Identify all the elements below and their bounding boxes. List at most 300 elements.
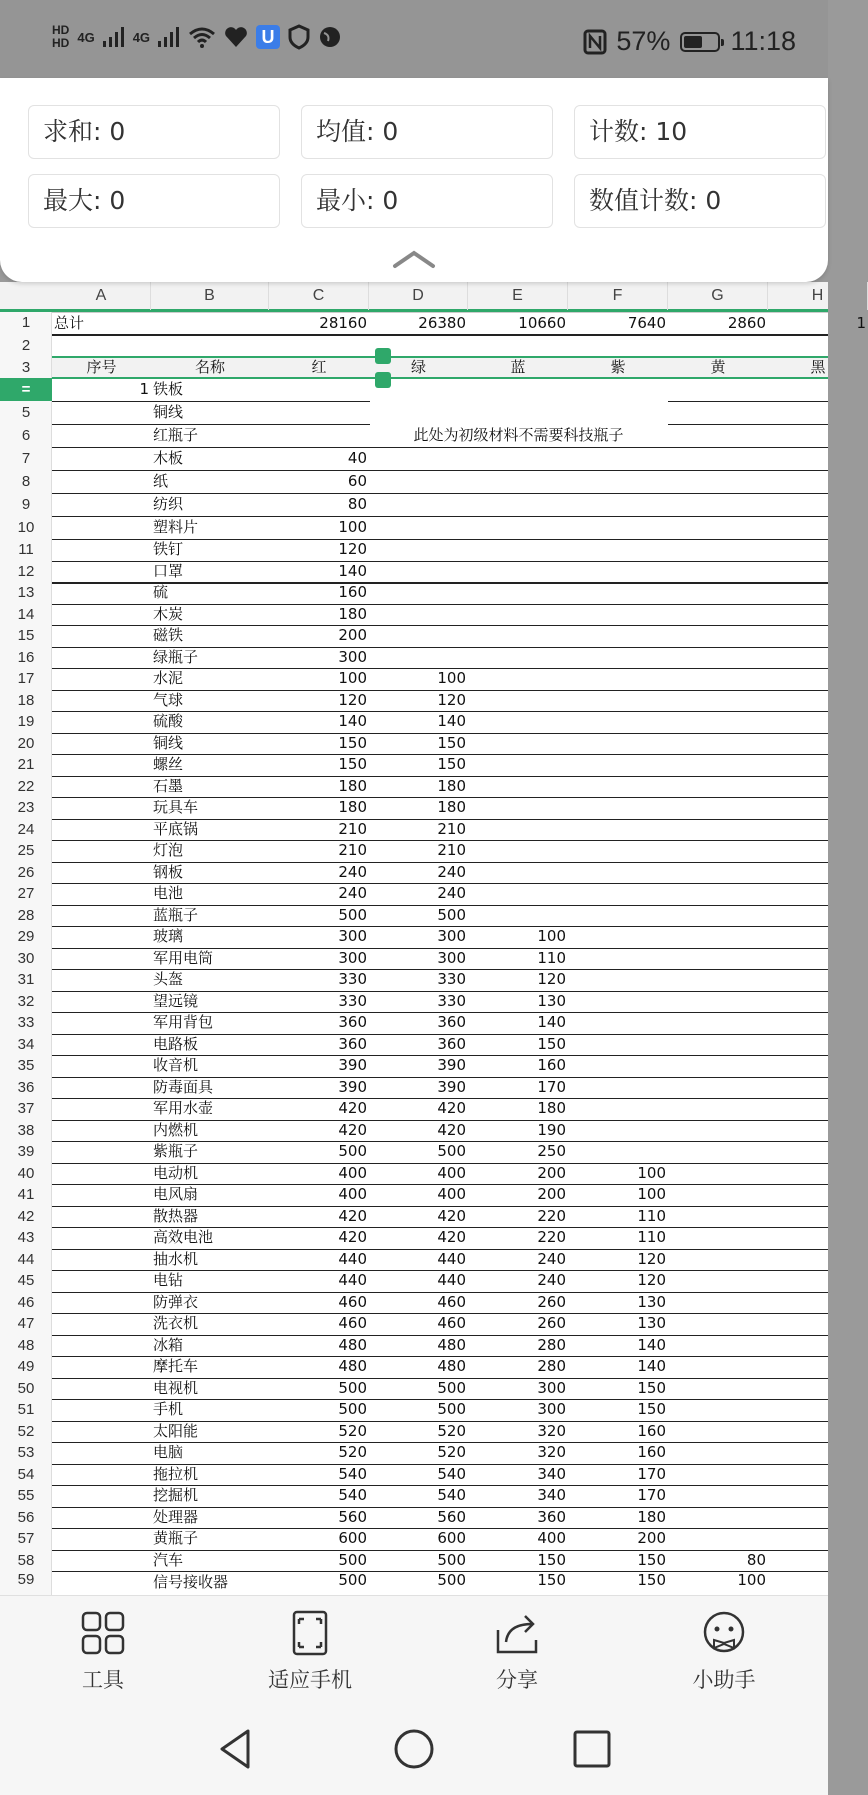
- column-header-e[interactable]: E: [468, 282, 568, 310]
- cell-e56[interactable]: 360: [537, 1507, 566, 1526]
- cell-e50[interactable]: 300: [537, 1378, 566, 1397]
- row-header-18[interactable]: 18: [17, 691, 35, 709]
- cell-d44[interactable]: 440: [437, 1249, 466, 1268]
- cell-b36[interactable]: 防毒面具: [153, 1077, 214, 1096]
- cell-d24[interactable]: 210: [437, 819, 466, 838]
- cell-h3[interactable]: 黑: [810, 358, 826, 376]
- cell-f52[interactable]: 160: [637, 1421, 666, 1440]
- row-header-43[interactable]: 43: [17, 1229, 35, 1246]
- cell-d40[interactable]: 400: [437, 1163, 466, 1182]
- cell-c29[interactable]: 300: [338, 927, 367, 945]
- cell-d34[interactable]: 360: [437, 1034, 466, 1053]
- cell-b42[interactable]: 散热器: [153, 1206, 199, 1225]
- row-header-29[interactable]: 29: [17, 928, 35, 945]
- cell-b13[interactable]: 硫: [153, 583, 169, 601]
- home-icon[interactable]: [392, 1727, 436, 1771]
- cell-d36[interactable]: 390: [437, 1077, 466, 1096]
- row-header-52[interactable]: 52: [17, 1422, 35, 1440]
- cell-b12[interactable]: 口罩: [153, 561, 184, 580]
- row-header-34[interactable]: 34: [17, 1035, 35, 1053]
- cell-b33[interactable]: 军用背包: [153, 1013, 214, 1031]
- cell-d32[interactable]: 330: [437, 991, 466, 1010]
- cell-f49[interactable]: 140: [637, 1357, 666, 1375]
- cell-c13[interactable]: 160: [338, 583, 367, 601]
- tools-button[interactable]: [33, 1610, 173, 1694]
- row-header-33[interactable]: 33: [17, 1014, 35, 1031]
- cell-b58[interactable]: 汽车: [153, 1550, 184, 1569]
- cell-f50[interactable]: 150: [637, 1378, 666, 1397]
- cell-d33[interactable]: 360: [437, 1013, 466, 1031]
- cell-c54[interactable]: 540: [338, 1464, 367, 1483]
- cell-b7[interactable]: 木板: [153, 449, 184, 467]
- cell-f43[interactable]: 110: [637, 1228, 666, 1246]
- cell-b47[interactable]: 洗衣机: [153, 1314, 199, 1332]
- cell-b16[interactable]: 绿瓶子: [153, 647, 199, 666]
- cell-c51[interactable]: 500: [338, 1400, 367, 1418]
- cell-e3[interactable]: 蓝: [510, 358, 526, 376]
- cell-area[interactable]: [52, 312, 866, 1602]
- row-header-41[interactable]: 41: [17, 1186, 35, 1203]
- row-header-17[interactable]: 17: [17, 670, 35, 687]
- row-header-14[interactable]: 14: [17, 605, 35, 623]
- cell-d1[interactable]: 26380: [418, 314, 466, 332]
- row-header-59[interactable]: 59: [17, 1571, 35, 1588]
- cell-d56[interactable]: 560: [437, 1507, 466, 1526]
- cell-c1[interactable]: 28160: [319, 314, 367, 332]
- fit-phone-button[interactable]: [240, 1610, 380, 1694]
- cell-c8[interactable]: 60: [347, 472, 367, 490]
- cell-e35[interactable]: 160: [537, 1056, 566, 1074]
- cell-d43[interactable]: 420: [437, 1228, 466, 1246]
- cell-b3[interactable]: 名称: [194, 358, 225, 376]
- cell-c36[interactable]: 390: [338, 1077, 367, 1096]
- row-header-4[interactable]: =: [0, 378, 52, 401]
- cell-e33[interactable]: 140: [537, 1013, 566, 1031]
- cell-e38[interactable]: 190: [537, 1120, 566, 1139]
- cell-c59[interactable]: 500: [338, 1571, 367, 1589]
- cell-f46[interactable]: 130: [637, 1292, 666, 1311]
- cell-d55[interactable]: 540: [437, 1486, 466, 1504]
- cell-e45[interactable]: 240: [537, 1271, 566, 1289]
- cell-b37[interactable]: 军用水壶: [153, 1099, 214, 1117]
- cell-b32[interactable]: 望远镜: [153, 991, 199, 1010]
- row-header-44[interactable]: 44: [17, 1250, 35, 1268]
- cell-d26[interactable]: 240: [437, 862, 466, 881]
- row-header-21[interactable]: 21: [17, 756, 35, 773]
- cell-c33[interactable]: 360: [338, 1013, 367, 1031]
- cell-c30[interactable]: 300: [338, 948, 367, 967]
- cell-d17[interactable]: 100: [437, 669, 466, 687]
- cell-c11[interactable]: 120: [338, 540, 367, 558]
- row-header-10[interactable]: 10: [17, 519, 35, 536]
- cell-f54[interactable]: 170: [637, 1464, 666, 1483]
- row-header-12[interactable]: 12: [17, 562, 35, 580]
- cell-g1[interactable]: 2860: [727, 314, 766, 332]
- cell-e46[interactable]: 260: [537, 1292, 566, 1311]
- row-header-1[interactable]: 1: [21, 314, 31, 331]
- cell-e37[interactable]: 180: [537, 1099, 566, 1117]
- row-header-49[interactable]: 49: [17, 1358, 35, 1375]
- column-header-a[interactable]: A: [52, 282, 151, 310]
- cell-e32[interactable]: 130: [537, 991, 566, 1010]
- cell-g59[interactable]: 100: [737, 1571, 766, 1589]
- row-header-46[interactable]: 46: [17, 1293, 35, 1311]
- row-header-5[interactable]: 5: [21, 404, 31, 421]
- cell-e39[interactable]: 250: [537, 1142, 566, 1160]
- column-header-f[interactable]: F: [568, 282, 668, 310]
- cell-b39[interactable]: 紫瓶子: [153, 1142, 199, 1160]
- cell-d47[interactable]: 460: [437, 1314, 466, 1332]
- column-header-b[interactable]: B: [151, 282, 269, 310]
- row-header-32[interactable]: 32: [17, 992, 35, 1010]
- cell-b41[interactable]: 电风扇: [153, 1185, 199, 1203]
- cell-b59[interactable]: 信号接收器: [153, 1573, 229, 1591]
- row-header-26[interactable]: 26: [17, 863, 35, 881]
- cell-c32[interactable]: 330: [338, 991, 367, 1010]
- row-header-16[interactable]: 16: [17, 648, 35, 666]
- cell-e36[interactable]: 170: [537, 1077, 566, 1096]
- row-header-11[interactable]: 11: [18, 541, 34, 558]
- cell-d18[interactable]: 120: [437, 690, 466, 709]
- cell-e31[interactable]: 120: [537, 970, 566, 988]
- row-header-55[interactable]: 55: [17, 1487, 35, 1504]
- cell-c56[interactable]: 560: [338, 1507, 367, 1526]
- cell-f1[interactable]: 7640: [627, 314, 666, 332]
- cell-c37[interactable]: 420: [338, 1099, 367, 1117]
- cell-b44[interactable]: 抽水机: [153, 1249, 199, 1268]
- cell-b20[interactable]: 铜线: [153, 733, 184, 752]
- cell-a3[interactable]: 序号: [86, 358, 117, 376]
- cell-a1[interactable]: 总计: [54, 314, 85, 332]
- cell-f58[interactable]: 150: [637, 1550, 666, 1569]
- cell-f47[interactable]: 130: [637, 1314, 666, 1332]
- cell-c49[interactable]: 480: [338, 1357, 367, 1375]
- cell-e30[interactable]: 110: [537, 948, 566, 967]
- selection-handle-top[interactable]: [375, 348, 391, 364]
- cell-c53[interactable]: 520: [338, 1443, 367, 1461]
- row-header-42[interactable]: 42: [17, 1207, 35, 1225]
- cell-d22[interactable]: 180: [437, 776, 466, 795]
- cell-f40[interactable]: 100: [637, 1163, 666, 1182]
- cell-d19[interactable]: 140: [437, 712, 466, 730]
- cell-f48[interactable]: 140: [637, 1335, 666, 1354]
- cell-c3[interactable]: 红: [311, 358, 327, 376]
- cell-c25[interactable]: 210: [338, 841, 367, 859]
- cell-e48[interactable]: 280: [537, 1335, 566, 1354]
- cell-c12[interactable]: 140: [338, 561, 367, 580]
- cell-b23[interactable]: 玩具车: [153, 798, 199, 816]
- cell-c16[interactable]: 300: [338, 647, 367, 666]
- cell-e29[interactable]: 100: [537, 927, 566, 945]
- cell-b30[interactable]: 军用电筒: [153, 948, 214, 967]
- cell-e51[interactable]: 300: [537, 1400, 566, 1418]
- spreadsheet-grid[interactable]: [0, 282, 866, 1595]
- cell-d52[interactable]: 520: [437, 1421, 466, 1440]
- assistant-button[interactable]: [654, 1610, 794, 1694]
- cell-d38[interactable]: 420: [437, 1120, 466, 1139]
- cell-b52[interactable]: 太阳能: [153, 1421, 199, 1440]
- cell-b31[interactable]: 头盔: [153, 970, 184, 988]
- cell-d46[interactable]: 460: [437, 1292, 466, 1311]
- collapse-chevron-icon[interactable]: [392, 248, 436, 270]
- row-header-57[interactable]: 57: [17, 1530, 35, 1547]
- row-header-45[interactable]: 45: [17, 1272, 35, 1289]
- cell-a4[interactable]: 1: [139, 380, 149, 398]
- cell-f45[interactable]: 120: [637, 1271, 666, 1289]
- cell-b38[interactable]: 内燃机: [153, 1120, 199, 1139]
- row-header-50[interactable]: 50: [17, 1379, 35, 1397]
- row-header-37[interactable]: 37: [17, 1100, 35, 1117]
- cell-c42[interactable]: 420: [338, 1206, 367, 1225]
- cell-c45[interactable]: 440: [338, 1271, 367, 1289]
- cell-c46[interactable]: 460: [338, 1292, 367, 1311]
- cell-e41[interactable]: 200: [537, 1185, 566, 1203]
- cell-d20[interactable]: 150: [437, 733, 466, 752]
- row-header-23[interactable]: 23: [17, 799, 35, 816]
- cell-c23[interactable]: 180: [338, 798, 367, 816]
- back-icon[interactable]: [214, 1727, 258, 1771]
- cell-c26[interactable]: 240: [338, 862, 367, 881]
- column-header-g[interactable]: G: [668, 282, 768, 310]
- cell-f55[interactable]: 170: [637, 1486, 666, 1504]
- cell-c21[interactable]: 150: [338, 755, 367, 773]
- row-header-47[interactable]: 47: [17, 1315, 35, 1332]
- cell-c28[interactable]: 500: [338, 905, 367, 924]
- cell-b25[interactable]: 灯泡: [153, 841, 184, 859]
- cell-c55[interactable]: 540: [338, 1486, 367, 1504]
- row-header-28[interactable]: 28: [17, 906, 35, 924]
- cell-e43[interactable]: 220: [537, 1228, 566, 1246]
- cell-c20[interactable]: 150: [338, 733, 367, 752]
- row-header-30[interactable]: 30: [17, 949, 35, 967]
- cell-d48[interactable]: 480: [437, 1335, 466, 1354]
- cell-c41[interactable]: 400: [338, 1185, 367, 1203]
- cell-d3[interactable]: 绿: [410, 358, 426, 376]
- row-header-56[interactable]: 56: [17, 1508, 35, 1526]
- cell-c44[interactable]: 440: [338, 1249, 367, 1268]
- cell-c39[interactable]: 500: [338, 1142, 367, 1160]
- cell-b19[interactable]: 硫酸: [153, 712, 184, 730]
- cell-b21[interactable]: 螺丝: [153, 755, 184, 773]
- cell-d58[interactable]: 500: [437, 1550, 466, 1569]
- row-header-19[interactable]: 19: [17, 713, 35, 730]
- row-header-51[interactable]: 51: [17, 1401, 35, 1418]
- cell-d39[interactable]: 500: [437, 1142, 466, 1160]
- share-button[interactable]: [447, 1610, 587, 1694]
- row-header-22[interactable]: 22: [17, 777, 35, 795]
- cell-b26[interactable]: 钢板: [153, 862, 184, 881]
- cell-d35[interactable]: 390: [437, 1056, 466, 1074]
- cell-d49[interactable]: 480: [437, 1357, 466, 1375]
- cell-b18[interactable]: 气球: [153, 690, 184, 709]
- row-header-24[interactable]: 24: [17, 820, 35, 838]
- cell-b29[interactable]: 玻璃: [153, 927, 184, 945]
- cell-e42[interactable]: 220: [537, 1206, 566, 1225]
- cell-b55[interactable]: 挖掘机: [153, 1486, 199, 1504]
- cell-e59[interactable]: 150: [537, 1571, 566, 1589]
- cell-b6[interactable]: 红瓶子: [153, 426, 199, 444]
- row-header-9[interactable]: 9: [21, 496, 31, 513]
- cell-b14[interactable]: 木炭: [153, 604, 184, 623]
- cell-f59[interactable]: 150: [637, 1571, 666, 1589]
- column-header-d[interactable]: D: [369, 282, 468, 310]
- cell-d59[interactable]: 500: [437, 1571, 466, 1589]
- recents-icon[interactable]: [570, 1727, 614, 1771]
- column-header-c[interactable]: C: [269, 282, 369, 310]
- cell-e53[interactable]: 320: [537, 1443, 566, 1461]
- cell-h1[interactable]: 1: [856, 314, 866, 332]
- cell-c35[interactable]: 390: [338, 1056, 367, 1074]
- cell-c24[interactable]: 210: [338, 819, 367, 838]
- cell-b24[interactable]: 平底锅: [153, 819, 199, 838]
- cell-b4[interactable]: 铁板: [153, 380, 184, 398]
- cell-b34[interactable]: 电路板: [153, 1034, 199, 1053]
- cell-c50[interactable]: 500: [338, 1378, 367, 1397]
- cell-d30[interactable]: 300: [437, 948, 466, 967]
- cell-e54[interactable]: 340: [537, 1464, 566, 1483]
- cell-d37[interactable]: 420: [437, 1099, 466, 1117]
- cell-f56[interactable]: 180: [637, 1507, 666, 1526]
- cell-d57[interactable]: 600: [437, 1529, 466, 1547]
- cell-b50[interactable]: 电视机: [153, 1378, 199, 1397]
- row-header-3[interactable]: 3: [21, 359, 31, 376]
- cell-f41[interactable]: 100: [637, 1185, 666, 1203]
- row-header-54[interactable]: 54: [17, 1465, 35, 1483]
- cell-d31[interactable]: 330: [437, 970, 466, 988]
- cell-d21[interactable]: 150: [437, 755, 466, 773]
- row-header-31[interactable]: 31: [17, 971, 35, 988]
- cell-c9[interactable]: 80: [347, 495, 367, 513]
- cell-f51[interactable]: 150: [637, 1400, 666, 1418]
- cell-f57[interactable]: 200: [637, 1529, 666, 1547]
- cell-c43[interactable]: 420: [338, 1228, 367, 1246]
- cell-e34[interactable]: 150: [537, 1034, 566, 1053]
- cell-d25[interactable]: 210: [437, 841, 466, 859]
- row-header-8[interactable]: 8: [21, 473, 31, 490]
- cell-b28[interactable]: 蓝瓶子: [153, 905, 199, 924]
- cell-b51[interactable]: 手机: [153, 1400, 184, 1418]
- cell-d23[interactable]: 180: [437, 798, 466, 816]
- cell-d50[interactable]: 500: [437, 1378, 466, 1397]
- cell-c38[interactable]: 420: [338, 1120, 367, 1139]
- cell-d51[interactable]: 500: [437, 1400, 466, 1418]
- cell-c31[interactable]: 330: [338, 970, 367, 988]
- cell-c17[interactable]: 100: [338, 669, 367, 687]
- row-header-53[interactable]: 53: [17, 1444, 35, 1461]
- cell-f3[interactable]: 紫: [610, 358, 626, 376]
- cell-e58[interactable]: 150: [537, 1550, 566, 1569]
- cell-e44[interactable]: 240: [537, 1249, 566, 1268]
- cell-c18[interactable]: 120: [338, 690, 367, 709]
- cell-b56[interactable]: 处理器: [153, 1507, 199, 1526]
- row-header-58[interactable]: 58: [17, 1551, 35, 1569]
- cell-c47[interactable]: 460: [338, 1314, 367, 1332]
- cell-g3[interactable]: 黄: [710, 358, 726, 376]
- cell-c57[interactable]: 600: [338, 1529, 367, 1547]
- row-header-13[interactable]: 13: [17, 584, 35, 601]
- cell-c34[interactable]: 360: [338, 1034, 367, 1053]
- row-header-35[interactable]: 35: [17, 1057, 35, 1074]
- cell-c58[interactable]: 500: [338, 1550, 367, 1569]
- row-header-36[interactable]: 36: [17, 1078, 35, 1096]
- cell-b35[interactable]: 收音机: [153, 1056, 199, 1074]
- column-header-h[interactable]: H: [768, 282, 868, 310]
- row-header-40[interactable]: 40: [17, 1164, 35, 1182]
- cell-g58[interactable]: 80: [746, 1550, 766, 1569]
- cell-f42[interactable]: 110: [637, 1206, 666, 1225]
- cell-b5[interactable]: 铜线: [153, 403, 184, 421]
- row-header-6[interactable]: 6: [21, 427, 31, 444]
- cell-d27[interactable]: 240: [437, 884, 466, 902]
- cell-d29[interactable]: 300: [437, 927, 466, 945]
- row-header-25[interactable]: 25: [17, 842, 35, 859]
- cell-c7[interactable]: 40: [347, 449, 367, 467]
- row-header-39[interactable]: 39: [17, 1143, 35, 1160]
- selection-handle-bottom[interactable]: [375, 372, 391, 388]
- cell-c52[interactable]: 520: [338, 1421, 367, 1440]
- cell-c10[interactable]: 100: [338, 518, 367, 536]
- cell-c27[interactable]: 240: [338, 884, 367, 902]
- cell-d45[interactable]: 440: [437, 1271, 466, 1289]
- cell-b49[interactable]: 摩托车: [153, 1357, 199, 1375]
- cell-b57[interactable]: 黄瓶子: [153, 1529, 199, 1547]
- cell-b53[interactable]: 电脑: [153, 1443, 184, 1461]
- cell-d54[interactable]: 540: [437, 1464, 466, 1483]
- note-text[interactable]: 此处为初级材料不需要科技瓶子: [413, 426, 624, 444]
- cell-c48[interactable]: 480: [338, 1335, 367, 1354]
- row-header-27[interactable]: 27: [17, 885, 35, 902]
- cell-f44[interactable]: 120: [637, 1249, 666, 1268]
- cell-c19[interactable]: 140: [338, 712, 367, 730]
- cell-c22[interactable]: 180: [338, 776, 367, 795]
- cell-b10[interactable]: 塑料片: [153, 518, 199, 536]
- cell-b40[interactable]: 电动机: [153, 1163, 199, 1182]
- row-header-38[interactable]: 38: [17, 1121, 35, 1139]
- cell-c40[interactable]: 400: [338, 1163, 367, 1182]
- cell-c14[interactable]: 180: [338, 604, 367, 623]
- cell-b11[interactable]: 铁钉: [153, 540, 184, 558]
- cell-e49[interactable]: 280: [537, 1357, 566, 1375]
- row-header-15[interactable]: 15: [17, 627, 35, 644]
- row-header-48[interactable]: 48: [17, 1336, 35, 1354]
- cell-d42[interactable]: 420: [437, 1206, 466, 1225]
- cell-f53[interactable]: 160: [637, 1443, 666, 1461]
- cell-b46[interactable]: 防弹衣: [153, 1292, 199, 1311]
- cell-e1[interactable]: 10660: [518, 314, 566, 332]
- cell-d41[interactable]: 400: [437, 1185, 466, 1203]
- cell-b17[interactable]: 水泥: [153, 669, 184, 687]
- cell-e40[interactable]: 200: [537, 1163, 566, 1182]
- cell-b8[interactable]: 纸: [153, 472, 169, 490]
- row-header-2[interactable]: 2: [21, 337, 31, 354]
- cell-b27[interactable]: 电池: [153, 884, 184, 902]
- cell-c15[interactable]: 200: [338, 626, 367, 644]
- cell-b22[interactable]: 石墨: [153, 776, 184, 795]
- cell-b43[interactable]: 高效电池: [153, 1228, 214, 1246]
- cell-b45[interactable]: 电钻: [153, 1271, 184, 1289]
- cell-e55[interactable]: 340: [537, 1486, 566, 1504]
- cell-d53[interactable]: 520: [437, 1443, 466, 1461]
- cell-b9[interactable]: 纺织: [153, 495, 184, 513]
- cell-e57[interactable]: 400: [537, 1529, 566, 1547]
- cell-b15[interactable]: 磁铁: [153, 626, 184, 644]
- row-header-20[interactable]: 20: [17, 734, 35, 752]
- row-header-7[interactable]: 7: [21, 450, 31, 467]
- cell-e52[interactable]: 320: [537, 1421, 566, 1440]
- cell-d28[interactable]: 500: [437, 905, 466, 924]
- cell-b54[interactable]: 拖拉机: [153, 1464, 199, 1483]
- cell-b48[interactable]: 冰箱: [153, 1335, 184, 1354]
